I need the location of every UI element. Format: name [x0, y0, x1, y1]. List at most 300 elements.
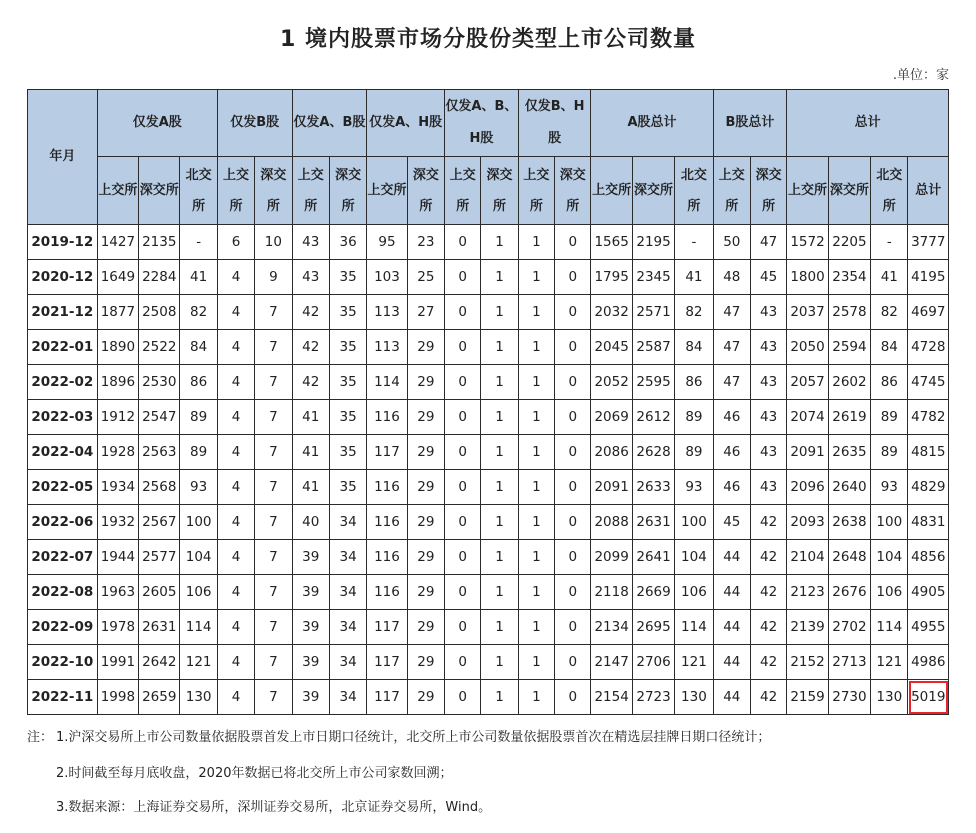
table-row	[28, 645, 949, 680]
table-row	[28, 575, 949, 610]
table-cell: 7	[255, 365, 292, 400]
table-cell: 7	[255, 400, 292, 435]
header-sh: 上交所	[292, 157, 329, 225]
table-cell: 4	[217, 260, 254, 295]
table-cell: 29	[407, 400, 444, 435]
table-cell: 114	[367, 365, 407, 400]
table-cell: 29	[407, 680, 444, 715]
table-cell: 0	[555, 330, 591, 365]
table-cell: 1934	[97, 470, 138, 505]
table-cell: 89	[180, 435, 217, 470]
table-cell: 41	[292, 470, 329, 505]
table-cell: 2050	[787, 330, 828, 365]
table-cell: 29	[407, 610, 444, 645]
table-cell: 45	[750, 260, 786, 295]
table-cell: 2567	[139, 505, 180, 540]
table-cell: 44	[713, 680, 750, 715]
table-cell: 2091	[787, 435, 828, 470]
table-cell: 2135	[139, 225, 180, 260]
table-cell: 2577	[139, 540, 180, 575]
table-cell: 1800	[787, 260, 828, 295]
table-cell: 2594	[828, 330, 870, 365]
table-cell: 1	[518, 575, 554, 610]
table-cell: 2563	[139, 435, 180, 470]
table-cell: 1890	[97, 330, 138, 365]
row-date: 2021-12	[28, 295, 98, 330]
table-cell: 4782	[908, 400, 949, 435]
table-cell: 2578	[828, 295, 870, 330]
row-date: 2020-12	[28, 260, 98, 295]
table-cell: 34	[329, 505, 366, 540]
table-cell: 0	[555, 260, 591, 295]
table-cell: 2695	[632, 610, 674, 645]
table-cell: 2037	[787, 295, 828, 330]
table-cell: 0	[555, 645, 591, 680]
table-cell: 84	[180, 330, 217, 365]
table-cell: 2602	[828, 365, 870, 400]
table-cell: 2595	[632, 365, 674, 400]
table-cell: 39	[292, 680, 329, 715]
table-cell: 116	[367, 540, 407, 575]
header-sz: 深交所	[255, 157, 292, 225]
table-cell: 7	[255, 470, 292, 505]
table-cell: 4856	[908, 540, 949, 575]
header-group-b-only: 仅发B股	[217, 90, 292, 157]
table-cell: 42	[292, 330, 329, 365]
table-cell: 45	[713, 505, 750, 540]
table-cell: 42	[750, 505, 786, 540]
table-cell: 2619	[828, 400, 870, 435]
table-cell: -	[675, 225, 713, 260]
table-row	[28, 540, 949, 575]
table-cell: 1991	[97, 645, 138, 680]
table-cell: 2641	[632, 540, 674, 575]
table-cell: 93	[871, 470, 908, 505]
table-cell: 2069	[591, 400, 632, 435]
table-cell: 89	[675, 400, 713, 435]
table-cell: 42	[750, 680, 786, 715]
table-cell: 113	[367, 330, 407, 365]
header-row-exchanges	[28, 157, 949, 225]
table-cell: 89	[871, 400, 908, 435]
table-cell: 116	[367, 575, 407, 610]
table-cell: 2723	[632, 680, 674, 715]
table-cell: 2118	[591, 575, 632, 610]
table-cell: 106	[180, 575, 217, 610]
table-cell: 84	[675, 330, 713, 365]
table-cell: 1	[481, 505, 518, 540]
header-bj: 北交所	[675, 157, 713, 225]
header-sz: 深交所	[828, 157, 870, 225]
table-cell: 50	[713, 225, 750, 260]
table-cell: 29	[407, 505, 444, 540]
table-cell: 1	[481, 330, 518, 365]
table-cell: 7	[255, 435, 292, 470]
header-sh: 上交所	[97, 157, 138, 225]
table-cell: 41	[871, 260, 908, 295]
table-cell: 2713	[828, 645, 870, 680]
table-cell: 29	[407, 540, 444, 575]
table-cell: 1	[481, 680, 518, 715]
table-row	[28, 225, 949, 260]
table-body	[28, 225, 949, 715]
table-cell: 2086	[591, 435, 632, 470]
table-cell: 46	[713, 400, 750, 435]
table-cell: 3777	[908, 225, 949, 260]
table-cell: 1	[518, 540, 554, 575]
row-date: 2022-10	[28, 645, 98, 680]
table-cell: 1944	[97, 540, 138, 575]
table-cell: 43	[750, 365, 786, 400]
table-cell: 2104	[787, 540, 828, 575]
table-cell: 43	[750, 400, 786, 435]
header-sh: 上交所	[787, 157, 828, 225]
table-cell: 41	[292, 435, 329, 470]
table-cell: 34	[329, 610, 366, 645]
table-cell: 100	[871, 505, 908, 540]
table-cell: 42	[292, 365, 329, 400]
table-cell: 2648	[828, 540, 870, 575]
table-cell: 35	[329, 435, 366, 470]
table-cell: 40	[292, 505, 329, 540]
table-cell: 39	[292, 610, 329, 645]
table-cell: 4831	[908, 505, 949, 540]
table-cell: 41	[675, 260, 713, 295]
table-cell: -	[180, 225, 217, 260]
table-cell: 2123	[787, 575, 828, 610]
table-cell: 103	[367, 260, 407, 295]
table-cell: 82	[675, 295, 713, 330]
table-row	[28, 330, 949, 365]
table-cell: 43	[292, 225, 329, 260]
header-sh: 上交所	[518, 157, 554, 225]
table-cell: 27	[407, 295, 444, 330]
table-cell: 0	[555, 365, 591, 400]
table-cell: 44	[713, 540, 750, 575]
table-cell: 2605	[139, 575, 180, 610]
table-cell: 43	[750, 435, 786, 470]
table-cell: 93	[180, 470, 217, 505]
table-cell: 2354	[828, 260, 870, 295]
table-cell: 7	[255, 505, 292, 540]
table-cell: 1	[518, 330, 554, 365]
table-cell: 2205	[828, 225, 870, 260]
table-cell: 116	[367, 505, 407, 540]
table-cell: 1	[518, 680, 554, 715]
table-cell: 4	[217, 505, 254, 540]
table-cell: 1	[481, 435, 518, 470]
table-cell: 0	[445, 225, 481, 260]
table-cell: 100	[675, 505, 713, 540]
table-cell: 2284	[139, 260, 180, 295]
table-cell: 121	[180, 645, 217, 680]
table-cell: 0	[445, 610, 481, 645]
row-date: 2022-02	[28, 365, 98, 400]
company-count-table	[27, 89, 949, 715]
row-date: 2022-08	[28, 575, 98, 610]
table-cell: 0	[555, 435, 591, 470]
table-cell: 0	[445, 260, 481, 295]
table-cell: 47	[713, 295, 750, 330]
table-cell: 1	[481, 225, 518, 260]
header-sh: 上交所	[217, 157, 254, 225]
table-cell: 2154	[591, 680, 632, 715]
row-date: 2022-11	[28, 680, 98, 715]
table-cell: 10	[255, 225, 292, 260]
table-cell: 46	[713, 470, 750, 505]
table-cell: 2159	[787, 680, 828, 715]
table-cell: 4	[217, 470, 254, 505]
table-cell: 130	[871, 680, 908, 715]
table-cell: 2508	[139, 295, 180, 330]
table-cell: 1877	[97, 295, 138, 330]
table-cell: 35	[329, 295, 366, 330]
table-cell: 1	[518, 365, 554, 400]
table-cell: 7	[255, 295, 292, 330]
table-cell: -	[871, 225, 908, 260]
table-cell: 23	[407, 225, 444, 260]
table-cell: 42	[750, 645, 786, 680]
table-cell: 4905	[908, 575, 949, 610]
table-cell: 39	[292, 575, 329, 610]
table-cell: 2045	[591, 330, 632, 365]
note-1: 1.沪深交易所上市公司数量依据股票首发上市日期口径统计，北交所上市公司数量依据股票首次在精选层挂牌日期口径统计；	[56, 730, 771, 745]
note-3: 3.数据来源：上海证券交易所，深圳证券交易所，北京证券交易所，Wind。	[56, 800, 492, 815]
header-sh: 上交所	[445, 157, 481, 225]
table-cell: 2345	[632, 260, 674, 295]
table-cell: 2530	[139, 365, 180, 400]
notes-prefix: 注：	[27, 730, 54, 745]
table-cell: 1896	[97, 365, 138, 400]
table-cell: 82	[180, 295, 217, 330]
table-cell: 39	[292, 645, 329, 680]
table-cell: 6	[217, 225, 254, 260]
table-cell: 2676	[828, 575, 870, 610]
header-sh: 上交所	[713, 157, 750, 225]
table-cell: 34	[329, 645, 366, 680]
header-sz: 深交所	[632, 157, 674, 225]
table-cell: 2635	[828, 435, 870, 470]
table-cell: 29	[407, 435, 444, 470]
table-cell: 29	[407, 575, 444, 610]
table-cell: 4	[217, 295, 254, 330]
table-cell: 2139	[787, 610, 828, 645]
table-cell: 4697	[908, 295, 949, 330]
table-cell: 0	[555, 505, 591, 540]
table-cell: 86	[871, 365, 908, 400]
table-cell: 1427	[97, 225, 138, 260]
table-row	[28, 470, 949, 505]
table-cell: 104	[675, 540, 713, 575]
table-cell: 29	[407, 645, 444, 680]
table-cell: 89	[871, 435, 908, 470]
table-cell: 29	[407, 470, 444, 505]
table-cell: 1	[481, 260, 518, 295]
table-cell: 4829	[908, 470, 949, 505]
table-cell: 1	[481, 400, 518, 435]
table-cell: 0	[445, 540, 481, 575]
table-cell: 106	[871, 575, 908, 610]
table-cell: 1565	[591, 225, 632, 260]
unit-label: .单位：家	[892, 68, 949, 83]
table-cell: 0	[555, 295, 591, 330]
row-date: 2019-12	[28, 225, 98, 260]
table-cell: 35	[329, 260, 366, 295]
table-cell: 1649	[97, 260, 138, 295]
table-cell: 47	[750, 225, 786, 260]
table-cell: 1978	[97, 610, 138, 645]
table-row	[28, 680, 949, 715]
table-cell: 2669	[632, 575, 674, 610]
table-cell: 86	[180, 365, 217, 400]
table-cell: 2547	[139, 400, 180, 435]
table-cell: 116	[367, 400, 407, 435]
header-group-a-total: A股总计	[591, 90, 713, 157]
table-cell: 46	[713, 435, 750, 470]
row-date: 2022-04	[28, 435, 98, 470]
table-cell: 4	[217, 575, 254, 610]
header-sz: 深交所	[139, 157, 180, 225]
table-cell: 1	[518, 435, 554, 470]
table-cell: 7	[255, 330, 292, 365]
header-year-month: 年月	[28, 90, 98, 225]
table-cell: 1	[518, 260, 554, 295]
table-cell: 2642	[139, 645, 180, 680]
table-row	[28, 260, 949, 295]
table-cell: 2659	[139, 680, 180, 715]
table-cell: 0	[445, 575, 481, 610]
table-cell: 86	[675, 365, 713, 400]
table-row	[28, 610, 949, 645]
table-cell: 4	[217, 435, 254, 470]
table-cell: 0	[445, 680, 481, 715]
table-cell: 121	[871, 645, 908, 680]
header-group-grand-total: 总计	[787, 90, 949, 157]
table-row	[28, 400, 949, 435]
table-cell: 117	[367, 435, 407, 470]
header-sz: 深交所	[329, 157, 366, 225]
row-date: 2022-07	[28, 540, 98, 575]
table-cell: 35	[329, 470, 366, 505]
table-cell: 44	[713, 645, 750, 680]
header-bj: 北交所	[180, 157, 217, 225]
row-date: 2022-06	[28, 505, 98, 540]
table-cell: 116	[367, 470, 407, 505]
table-cell: 0	[555, 680, 591, 715]
table-cell: 4	[217, 400, 254, 435]
table-cell: 4815	[908, 435, 949, 470]
table-cell: 117	[367, 645, 407, 680]
table-cell: 34	[329, 540, 366, 575]
table-cell: 2032	[591, 295, 632, 330]
table-cell: 29	[407, 365, 444, 400]
table-cell: 44	[713, 575, 750, 610]
table-cell: 89	[675, 435, 713, 470]
table-cell: 114	[871, 610, 908, 645]
table-cell: 0	[445, 365, 481, 400]
table-cell: 34	[329, 575, 366, 610]
table-cell: 2568	[139, 470, 180, 505]
table-cell: 43	[750, 330, 786, 365]
table-cell: 93	[675, 470, 713, 505]
table-cell: 1	[481, 645, 518, 680]
table-cell: 113	[367, 295, 407, 330]
table-cell: 130	[675, 680, 713, 715]
table-cell: 0	[445, 435, 481, 470]
table-cell: 4	[217, 680, 254, 715]
row-date: 2022-01	[28, 330, 98, 365]
row-date: 2022-03	[28, 400, 98, 435]
header-row-groups	[28, 90, 949, 157]
table-cell: 41	[292, 400, 329, 435]
table-cell: 1	[481, 470, 518, 505]
table-cell: 7	[255, 645, 292, 680]
table-cell: 2631	[139, 610, 180, 645]
table-cell: 1	[518, 295, 554, 330]
table-cell: 4	[217, 645, 254, 680]
row-date: 2022-05	[28, 470, 98, 505]
table-cell: 117	[367, 680, 407, 715]
table-cell: 100	[180, 505, 217, 540]
table-cell: 35	[329, 330, 366, 365]
table-cell: 2631	[632, 505, 674, 540]
table-cell: 42	[292, 295, 329, 330]
table-cell: 1	[518, 225, 554, 260]
table-cell: 7	[255, 680, 292, 715]
table-cell: 1	[481, 610, 518, 645]
table-cell: 0	[555, 610, 591, 645]
table-cell: 2147	[591, 645, 632, 680]
table-cell: 2091	[591, 470, 632, 505]
table-cell: 7	[255, 575, 292, 610]
table-cell: 35	[329, 365, 366, 400]
table-cell: 0	[445, 400, 481, 435]
table-cell: 43	[292, 260, 329, 295]
table-cell: 1	[518, 470, 554, 505]
table-cell: 43	[750, 470, 786, 505]
table-cell: 2702	[828, 610, 870, 645]
table-cell: 114	[180, 610, 217, 645]
row-date: 2022-09	[28, 610, 98, 645]
table-cell: 2640	[828, 470, 870, 505]
table-cell: 9	[255, 260, 292, 295]
table-cell: 2628	[632, 435, 674, 470]
table-cell: 2052	[591, 365, 632, 400]
table-cell: 1998	[97, 680, 138, 715]
table-cell: 48	[713, 260, 750, 295]
table-cell: 47	[713, 330, 750, 365]
header-sz: 深交所	[481, 157, 518, 225]
table-cell: 1	[518, 400, 554, 435]
table-cell: 0	[445, 505, 481, 540]
table-cell: 121	[675, 645, 713, 680]
table-cell: 0	[555, 575, 591, 610]
header-group-abh: 仅发A、B、H股	[445, 90, 519, 157]
table-cell: 0	[555, 400, 591, 435]
table-cell: 1932	[97, 505, 138, 540]
table-cell: 1928	[97, 435, 138, 470]
table-cell: 44	[713, 610, 750, 645]
table-cell: 104	[180, 540, 217, 575]
header-sh: 上交所	[591, 157, 632, 225]
table-cell: 2134	[591, 610, 632, 645]
table-cell: 0	[555, 540, 591, 575]
table-cell: 39	[292, 540, 329, 575]
table-cell: 42	[750, 610, 786, 645]
table-cell: 4195	[908, 260, 949, 295]
table-cell: 7	[255, 540, 292, 575]
table-cell: 2074	[787, 400, 828, 435]
